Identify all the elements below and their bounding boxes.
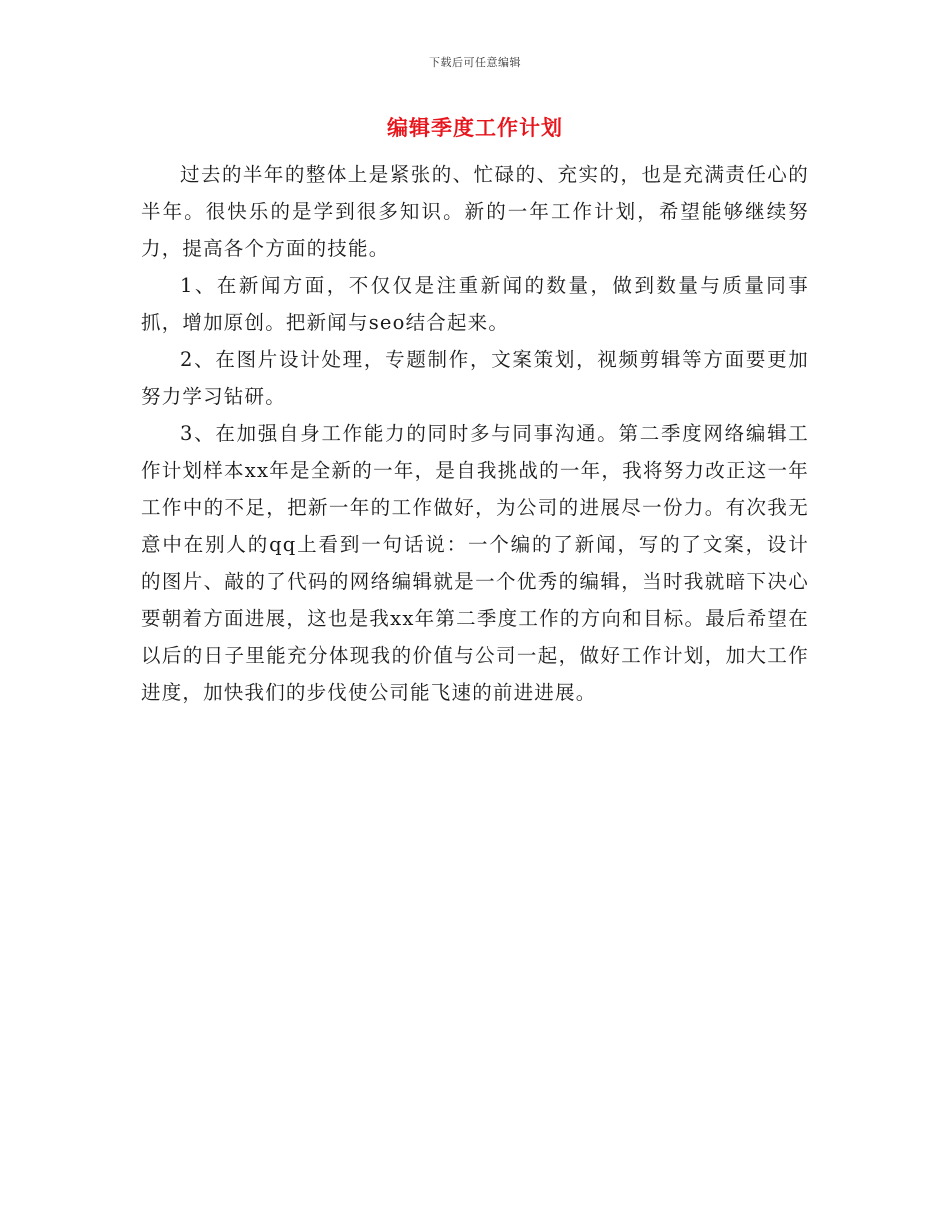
header-note: 下载后可任意编辑 — [429, 56, 521, 69]
paragraph-intro: 过去的半年的整体上是紧张的、忙碌的、充实的，也是充满责任心的半年。很快乐的是学到很多知识。新的一年工作计划，希望能够继续努力，提高各个方面的技能。 — [141, 163, 809, 260]
paragraph-item-1: 1、在新闻方面，不仅仅是注重新闻的数量，做到数量与质量同事抓，增加原创。把新闻与seo结合起来。 — [141, 274, 809, 334]
document-title: 编辑季度工作计划 — [387, 115, 563, 140]
paragraph-item-2: 2、在图片设计处理，专题制作，文案策划，视频剪辑等方面要更加努力学习钻研。 — [141, 348, 809, 408]
document-body — [141, 156, 809, 711]
paragraph-item-3: 3、在加强自身工作能力的同时多与同事沟通。第二季度网络编辑工作计划样本xx年是全新的一年，是自我挑战的一年，我将努力改正这一年工作中的不足，把新一年的工作做好，为公司的进展尽一份力。有次我无意中在别人的qq上看到一句话说：一个编的了新闻，写的了文案，设计的图片、敲的了代码的网络编辑就是一个优秀的编辑，当时我就暗下决心要朝着方面进展，这也是我xx年第二季度工作的方向和目标。最后希望在以后的日子里能充分体现我的价值与公司一起，做好工作计划，加大工作进度，加快我们的步伐使公司能飞速的前进进展。 — [141, 422, 809, 704]
